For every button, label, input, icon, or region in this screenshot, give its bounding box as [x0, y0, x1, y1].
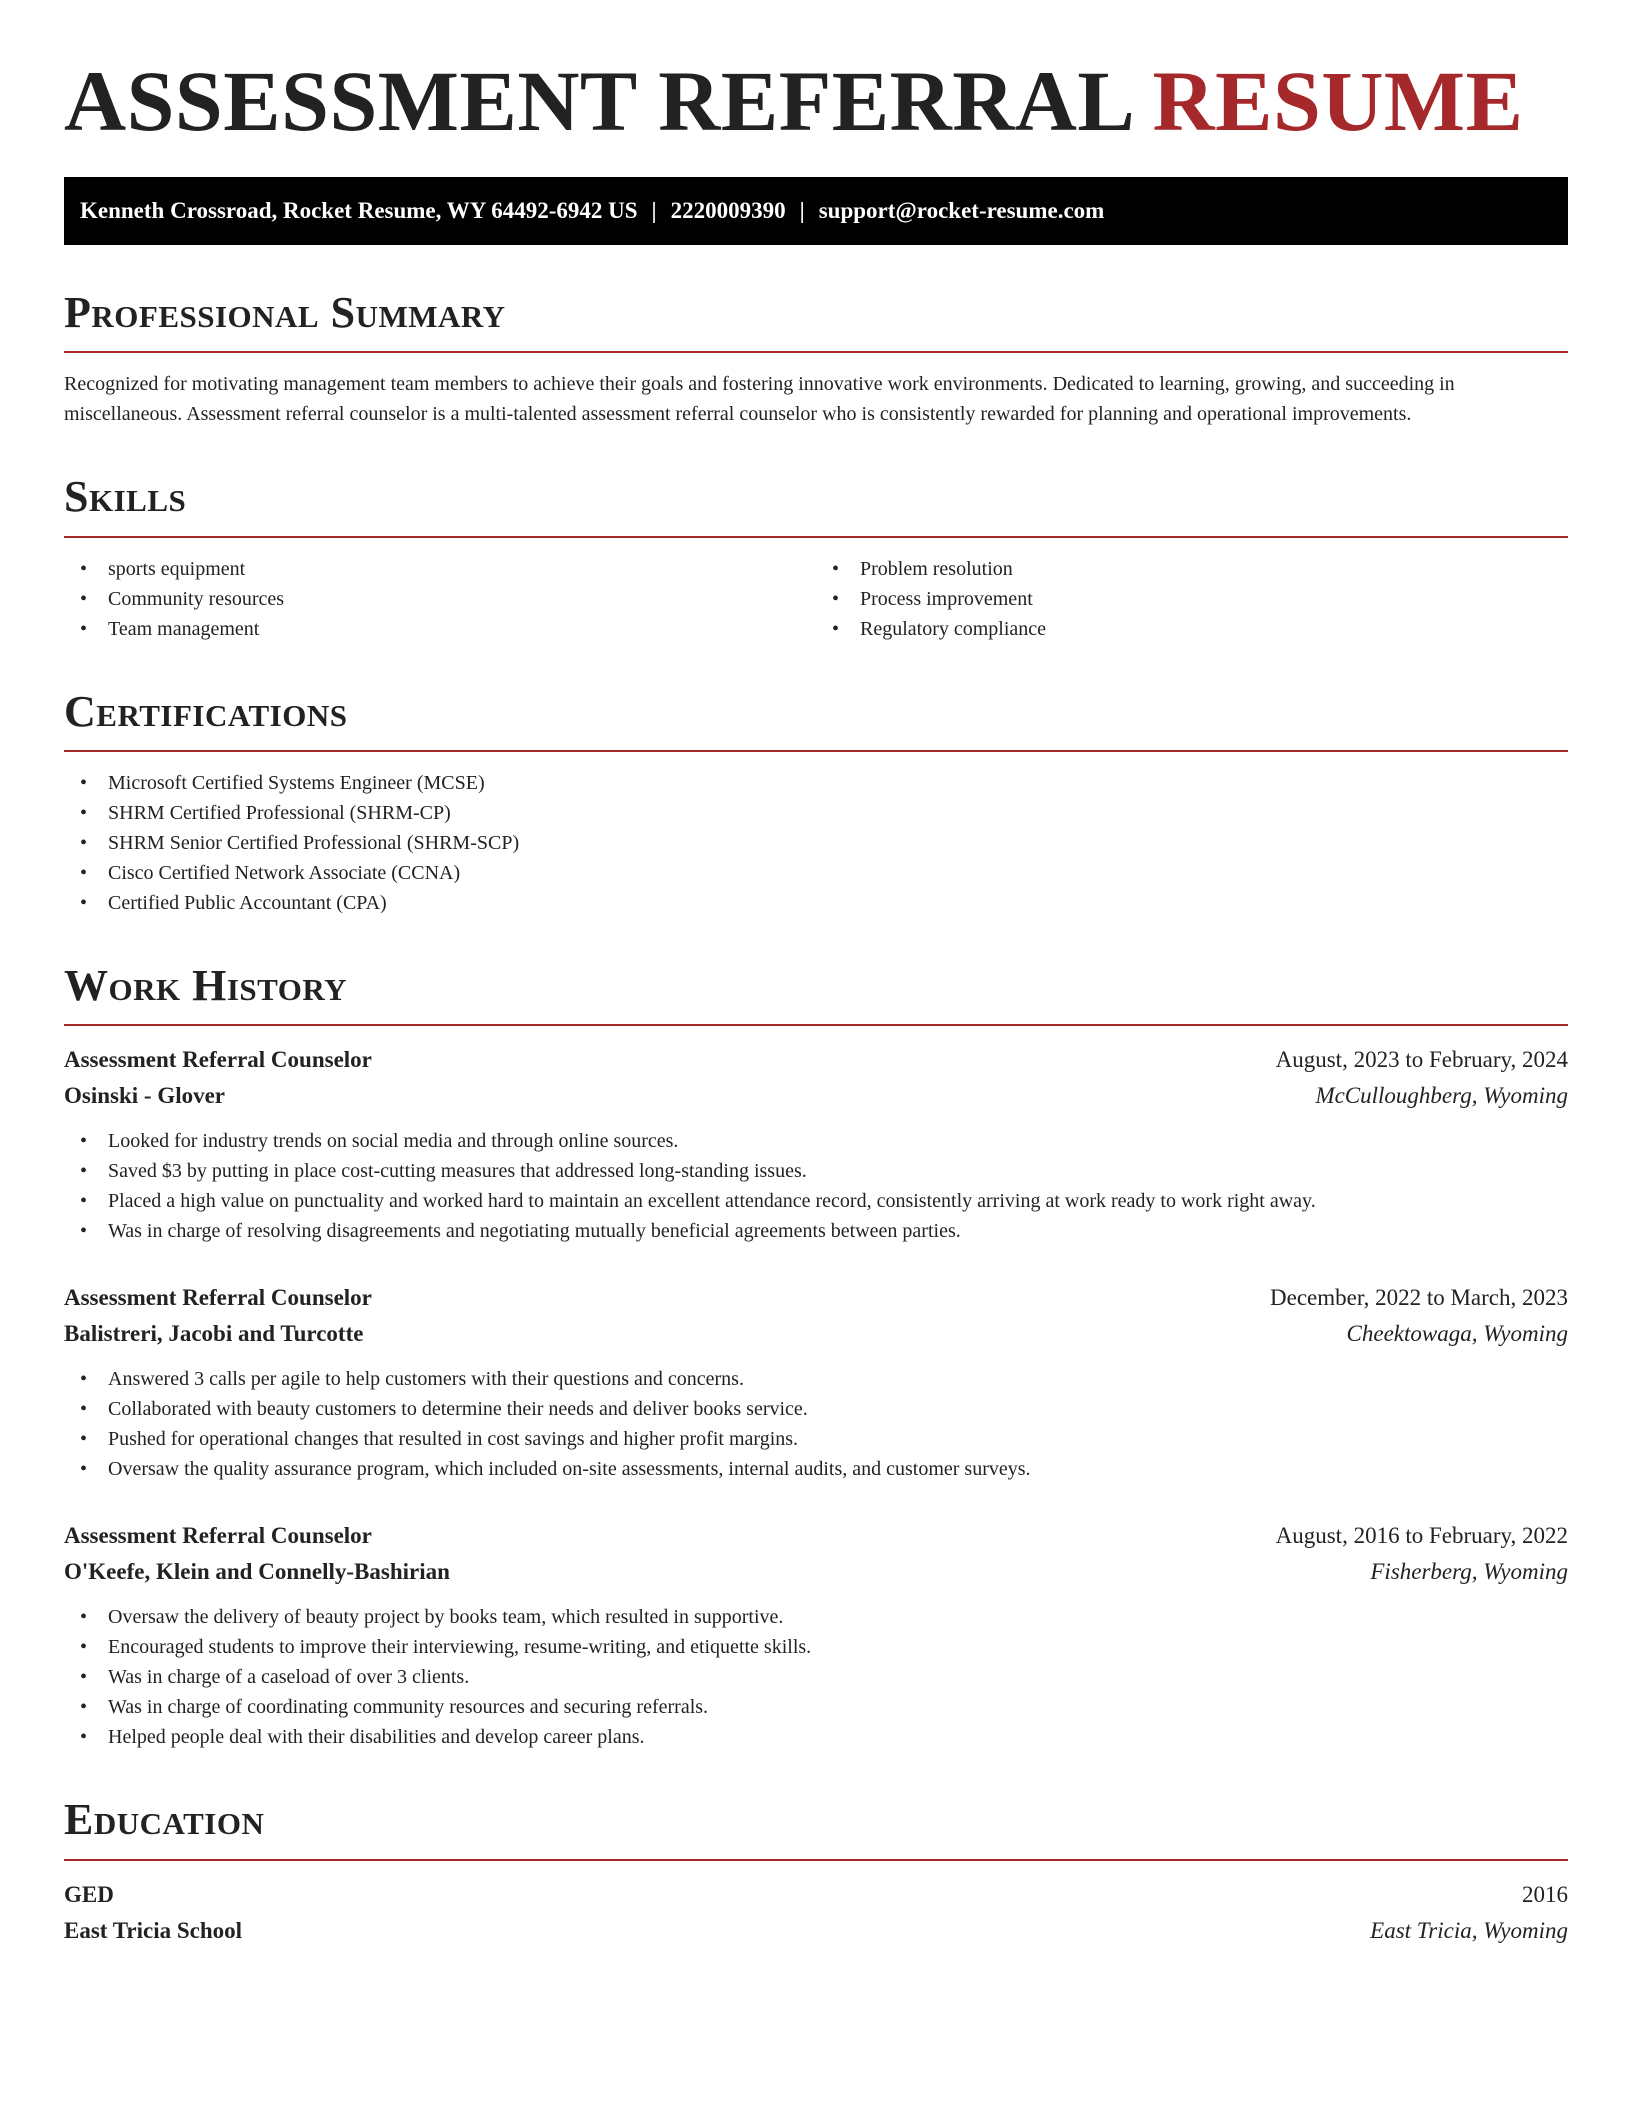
education-school: East Tricia School	[64, 1917, 243, 1943]
section-heading-summary: Professional Summary	[64, 289, 1568, 353]
certifications-section	[64, 688, 1568, 918]
skills-section	[64, 473, 1568, 643]
section-heading-certifications: Certifications	[64, 688, 1568, 752]
job-duty: • Oversaw the quality assurance program, which included on-site assessments, internal audits, and customer surveys.	[64, 1454, 1568, 1484]
contact-separator: |	[799, 197, 805, 223]
summary-section	[64, 289, 1568, 429]
skill-item: • Process improvement	[816, 584, 1568, 614]
skill-item: • Problem resolution	[816, 554, 1568, 584]
education-year: 2016	[1522, 1881, 1568, 1907]
job-entry	[64, 1280, 1568, 1484]
job-entry	[64, 1042, 1568, 1246]
contact-separator: |	[651, 197, 657, 223]
skill-item: • Team management	[64, 614, 816, 644]
summary-text: Recognized for motivating management team members to achieve their goals and fostering innovative work environments. Dedicated to learning, growing, and succeeding in miscellaneous. Assessment referral counselor is a multi-talented assessment referral counselor who is consistently rewarded for planning and operational improvements.	[64, 373, 1455, 426]
job-duties	[64, 1126, 1568, 1246]
job-duty: • Was in charge of coordinating community resources and securing referrals.	[64, 1692, 1568, 1722]
job-location: Cheektowaga, Wyoming	[1346, 1321, 1568, 1347]
job-duty: • Helped people deal with their disabilities and develop career plans.	[64, 1722, 1568, 1752]
contact-bar	[64, 177, 1568, 245]
job-duty: • Oversaw the delivery of beauty project by books team, which resulted in supportive.	[64, 1602, 1568, 1632]
job-duty: • Saved $3 by putting in place cost-cutting measures that addressed long-standing issues.	[64, 1156, 1568, 1186]
education-location: East Tricia, Wyoming	[1370, 1917, 1568, 1943]
skills-list-right	[816, 554, 1568, 644]
section-heading-skills: Skills	[64, 473, 1568, 537]
certification-item: • Certified Public Accountant (CPA)	[64, 888, 1568, 918]
job-duty: • Pushed for operational changes that resulted in cost savings and higher profit margins.	[64, 1424, 1568, 1454]
job-duties	[64, 1364, 1568, 1484]
job-dates: December, 2022 to March, 2023	[1270, 1285, 1568, 1311]
job-company: Osinski - Glover	[64, 1083, 226, 1109]
skill-item: • sports equipment	[64, 554, 816, 584]
title-accent: RESUME	[1152, 53, 1524, 149]
job-title: Assessment Referral Counselor	[64, 1047, 372, 1073]
job-entry	[64, 1518, 1568, 1752]
certification-item: • Cisco Certified Network Associate (CCNA)	[64, 858, 1568, 888]
job-dates: August, 2023 to February, 2024	[1275, 1047, 1568, 1073]
job-duty: • Placed a high value on punctuality and worked hard to maintain an excellent attendance record, consistently arriving at work ready to work right away.	[64, 1186, 1568, 1216]
job-dates: August, 2016 to February, 2022	[1275, 1523, 1568, 1549]
section-heading-work-history: Work History	[64, 962, 1568, 1026]
contact-address: Kenneth Crossroad, Rocket Resume, WY 64492-6942 US	[80, 197, 638, 223]
job-company: Balistreri, Jacobi and Turcotte	[64, 1321, 364, 1347]
job-company: O'Keefe, Klein and Connelly-Bashirian	[64, 1559, 450, 1585]
certifications-list	[64, 768, 1568, 918]
skill-item: • Regulatory compliance	[816, 614, 1568, 644]
job-duties	[64, 1602, 1568, 1752]
work-history-section	[64, 962, 1568, 1752]
job-duty: • Encouraged students to improve their interviewing, resume-writing, and etiquette skills.	[64, 1632, 1568, 1662]
job-duty: • Answered 3 calls per agile to help customers with their questions and concerns.	[64, 1364, 1568, 1394]
skills-list-left	[64, 554, 816, 644]
certification-item: • Microsoft Certified Systems Engineer (MCSE)	[64, 768, 1568, 798]
job-duty: • Looked for industry trends on social media and through online sources.	[64, 1126, 1568, 1156]
certification-item: • SHRM Senior Certified Professional (SHRM-SCP)	[64, 828, 1568, 858]
section-heading-education: Education	[64, 1796, 1568, 1860]
contact-email: support@rocket-resume.com	[818, 197, 1105, 223]
resume-title	[64, 52, 1568, 151]
job-location: Fisherberg, Wyoming	[1370, 1559, 1568, 1585]
job-title: Assessment Referral Counselor	[64, 1285, 372, 1311]
job-duty: • Collaborated with beauty customers to determine their needs and deliver books service.	[64, 1394, 1568, 1424]
education-section	[64, 1796, 1568, 1948]
education-degree: GED	[64, 1881, 114, 1907]
contact-phone: 2220009390	[670, 197, 786, 223]
title-main: ASSESSMENT REFERRAL	[64, 53, 1131, 149]
job-title: Assessment Referral Counselor	[64, 1523, 372, 1549]
certification-item: • SHRM Certified Professional (SHRM-CP)	[64, 798, 1568, 828]
job-duty: • Was in charge of a caseload of over 3 clients.	[64, 1662, 1568, 1692]
skill-item: • Community resources	[64, 584, 816, 614]
job-duty: • Was in charge of resolving disagreements and negotiating mutually beneficial agreements between parties.	[64, 1216, 1568, 1246]
job-location: McCulloughberg, Wyoming	[1315, 1083, 1568, 1109]
